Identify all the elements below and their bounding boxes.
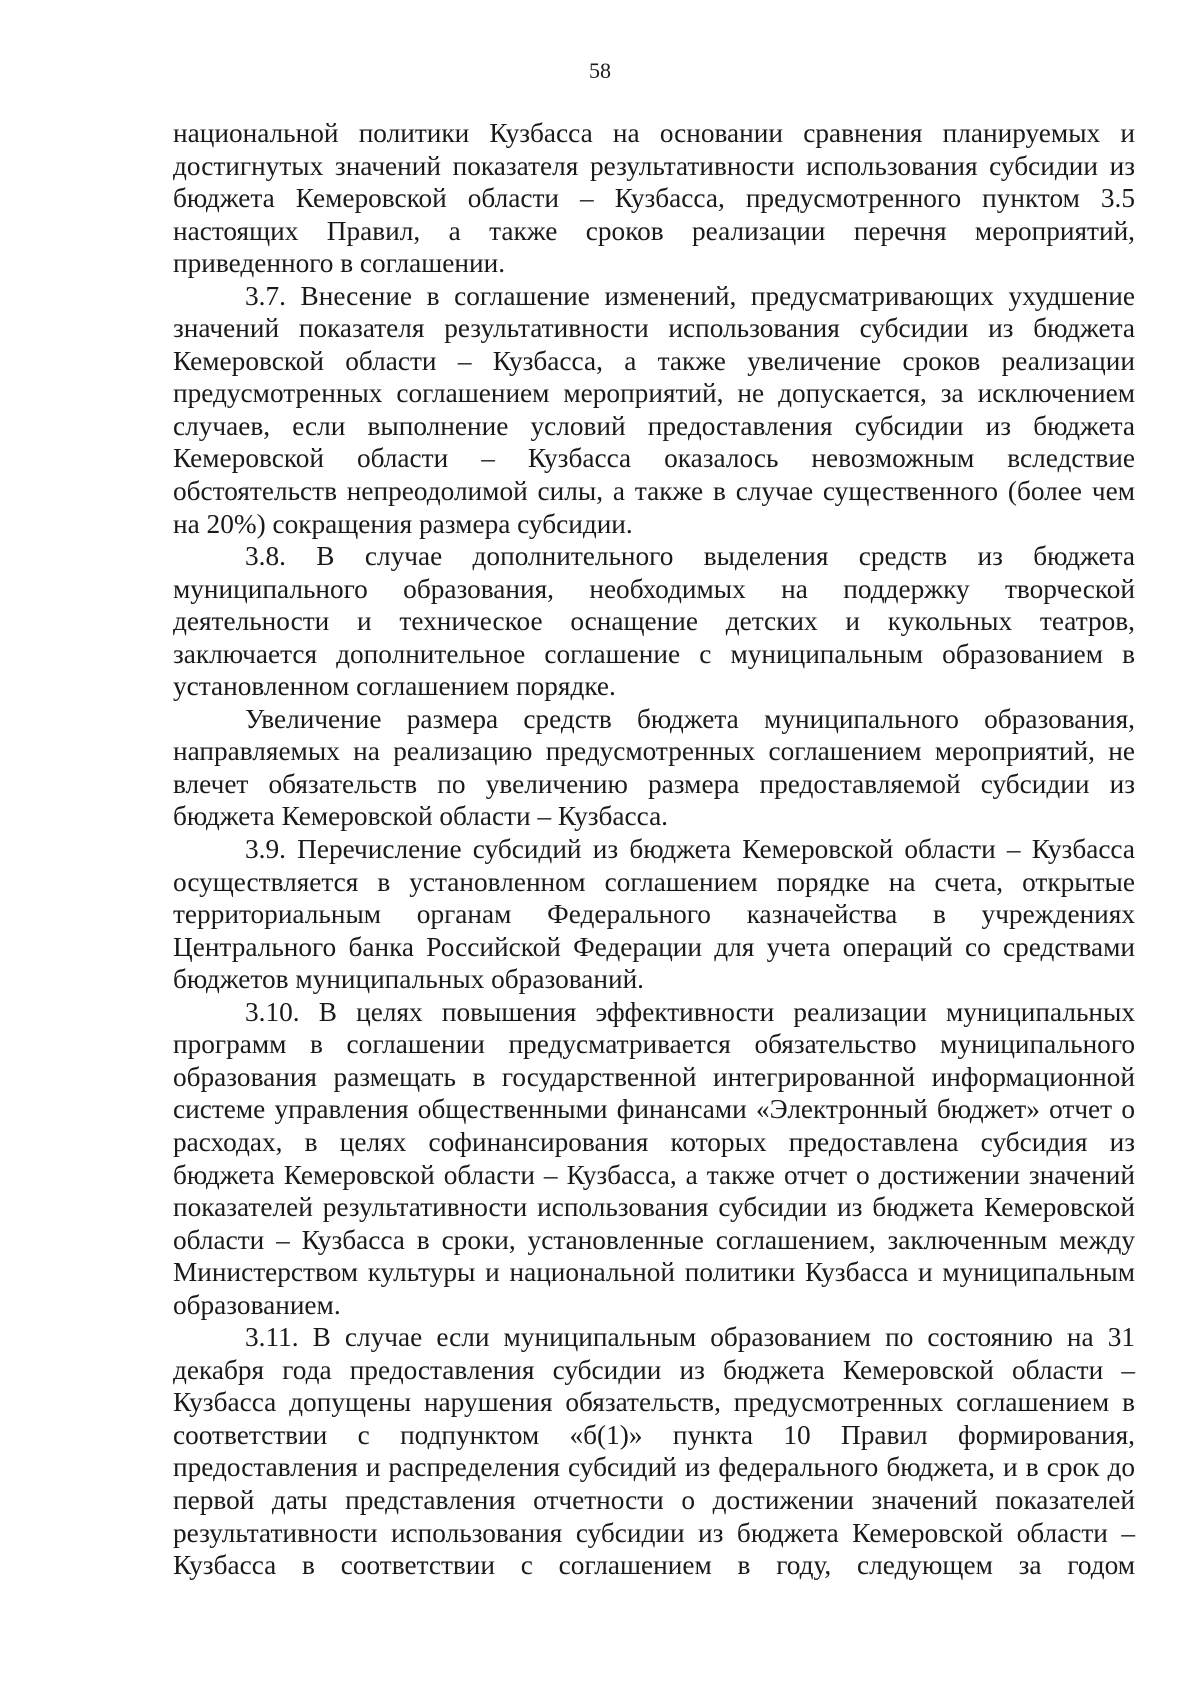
- paragraph-3-9: 3.9. Перечисление субсидий из бюджета Кемеровской области – Кузбасса осуществляется в установленном соглашением порядке на счета, открытые территориальным органам Федерального казначейства в учреждениях Центрального банка Российской Федерации для учета операций со средствами бюджетов муниципальных образований.: [173, 834, 1135, 995]
- paragraph-3-10: 3.10. В целях повышения эффективности реализации муниципальных программ в соглашении предусматривается обязательство муниципального образования размещать в государственной интегрированной информационной системе управления общественными финансами «Электронный бюджет» отчет о расходах, в целях софинансирования которых предоставлена субсидия из бюджета Кемеровской области – Кузбасса, а также отчет о достижении значений показателей результативности использования субсидии из бюджета Кемеровской области – Кузбасса в сроки, установленные соглашением, заключенным между Министерством культуры и национальной политики Кузбасса и муниципальным образованием.: [173, 996, 1135, 1320]
- paragraph-3-7: 3.7. Внесение в соглашение изменений, предусматривающих ухудшение значений показателя результативности использования субсидии из бюджета Кемеровской области – Кузбасса, а также увеличение сроков реализации предусмотренных соглашением мероприятий, не допускается, за исключением случаев, если выполнение условий предоставления субсидии из бюджета Кемеровской области – Кузбасса оказалось невозможным вследствие обстоятельств непреодолимой силы, а также в случае существенного (более чем на 20%) сокращения размера субсидии.: [173, 280, 1135, 539]
- paragraph-continuation: национальной политики Кузбасса на основании сравнения планируемых и достигнутых значений показателя результативности использования субсидии из бюджета Кемеровской области – Кузбасса, предусмотренного пунктом 3.5 настоящих Правил, а также сроков реализации перечня мероприятий, приведенного в соглашении.: [173, 118, 1135, 279]
- paragraph-3-8: 3.8. В случае дополнительного выделения средств из бюджета муниципального образования, необходимых на поддержку творческой деятельности и техническое оснащение детских и кукольных театров, заключается дополнительное соглашение с муниципальным образованием в установленном соглашением порядке.: [173, 541, 1135, 702]
- paragraph-3-8-second: Увеличение размера средств бюджета муниципального образования, направляемых на реализацию предусмотренных соглашением мероприятий, не влечет обязательств по увеличению размера предоставляемой субсидии из бюджета Кемеровской области – Кузбасса.: [173, 703, 1135, 832]
- page-number: 58: [589, 58, 611, 83]
- document-body: [173, 117, 1135, 1582]
- paragraph-3-11: 3.11. В случае если муниципальным образованием по состоянию на 31 декабря года предоставления субсидии из бюджета Кемеровской области – Кузбасса допущены нарушения обязательств, предусмотренных соглашением в соответствии с подпунктом «б(1)» пункта 10 Правил формирования, предоставления и распределения субсидий из федерального бюджета, и в срок до первой даты представления отчетности о достижении значений показателей результативности использования субсидии из бюджета Кемеровской области – Кузбасса в соответствии с соглашением в году, следующем за годом: [173, 1322, 1135, 1581]
